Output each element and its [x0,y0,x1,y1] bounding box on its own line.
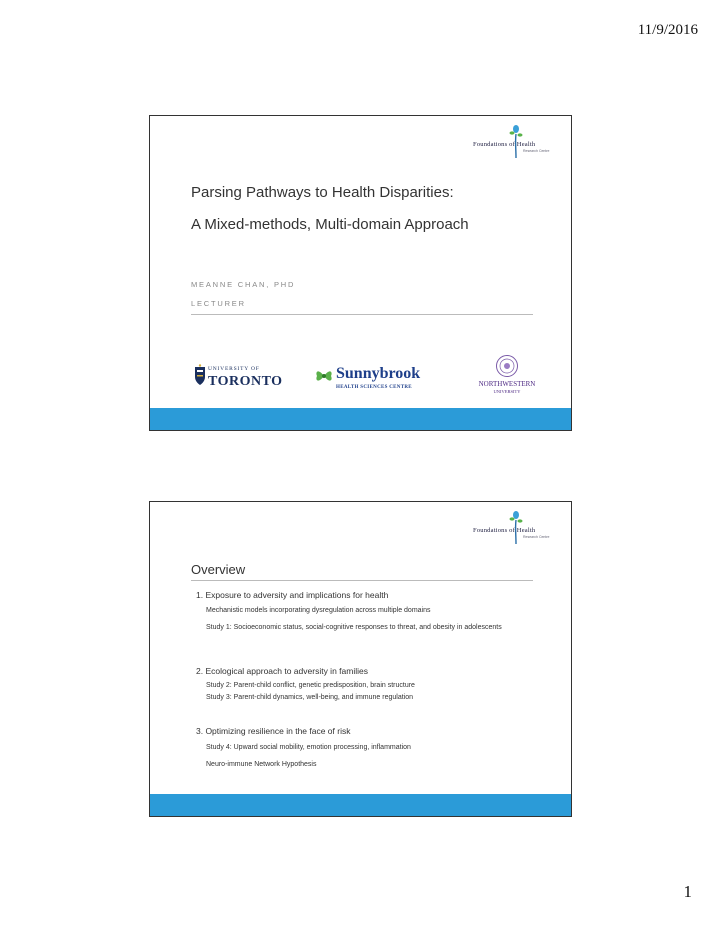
foundations-of-health-logo [473,124,555,160]
seal-icon [496,354,518,378]
logo-sub: Research Centre [523,535,550,539]
section-heading: 2. Ecological approach to adversity in families [196,666,368,676]
crest-icon [194,364,206,386]
section-heading: 3. Optimizing resilience in the face of risk [196,726,351,736]
author-role: LECTURER [191,299,246,308]
section-item: Study 2: Parent-child conflict, genetic predisposition, brain structure [206,682,415,689]
section-item: Mechanistic models incorporating dysregulation across multiple domains [206,607,431,614]
sunnybrook-logo [314,365,422,395]
slide-title-line-2: A Mixed-methods, Multi-domain Approach [191,216,469,233]
northwestern-name: NORTHWESTERN [478,380,536,388]
page-date: 11/9/2016 [637,22,698,38]
toronto-small-text: UNIVERSITY OF [208,366,260,372]
leaf-icon [314,366,334,386]
author-name: MEANNE CHAN, PHD [191,280,296,289]
overview-title: Overview [191,562,246,577]
toronto-big-text: TORONTO [208,374,283,389]
slide-accent-bar [150,794,571,816]
section-item: Study 1: Socioeconomic status, social-cognitive responses to threat, and obesity in adolescents [206,624,502,631]
university-of-toronto-logo [194,364,283,398]
section-item: Study 3: Parent-child dynamics, well-being, and immune regulation [206,694,413,701]
logo-sub: Research Centre [523,149,550,153]
sunnybrook-sub: HEALTH SCIENCES CENTRE [336,385,412,390]
slide-title [149,115,572,431]
section-item: Neuro-immune Network Hypothesis [206,761,317,768]
slide-accent-bar [150,408,571,430]
slide-overview [149,501,572,817]
foundations-of-health-logo [473,510,555,546]
northwestern-sub: UNIVERSITY [493,389,521,394]
divider [191,314,533,315]
logo-name: Foundations of Health [473,527,536,534]
section-heading: 1. Exposure to adversity and implications for health [196,590,389,600]
sunnybrook-name: Sunnybrook [336,365,421,382]
northwestern-logo [475,354,539,402]
section-item: Study 4: Upward social mobility, emotion processing, inflammation [206,744,411,751]
divider [191,580,533,581]
logo-name: Foundations of Health [473,141,536,148]
slide-title-line-1: Parsing Pathways to Health Disparities: [191,184,454,201]
page-number: 1 [683,882,692,901]
